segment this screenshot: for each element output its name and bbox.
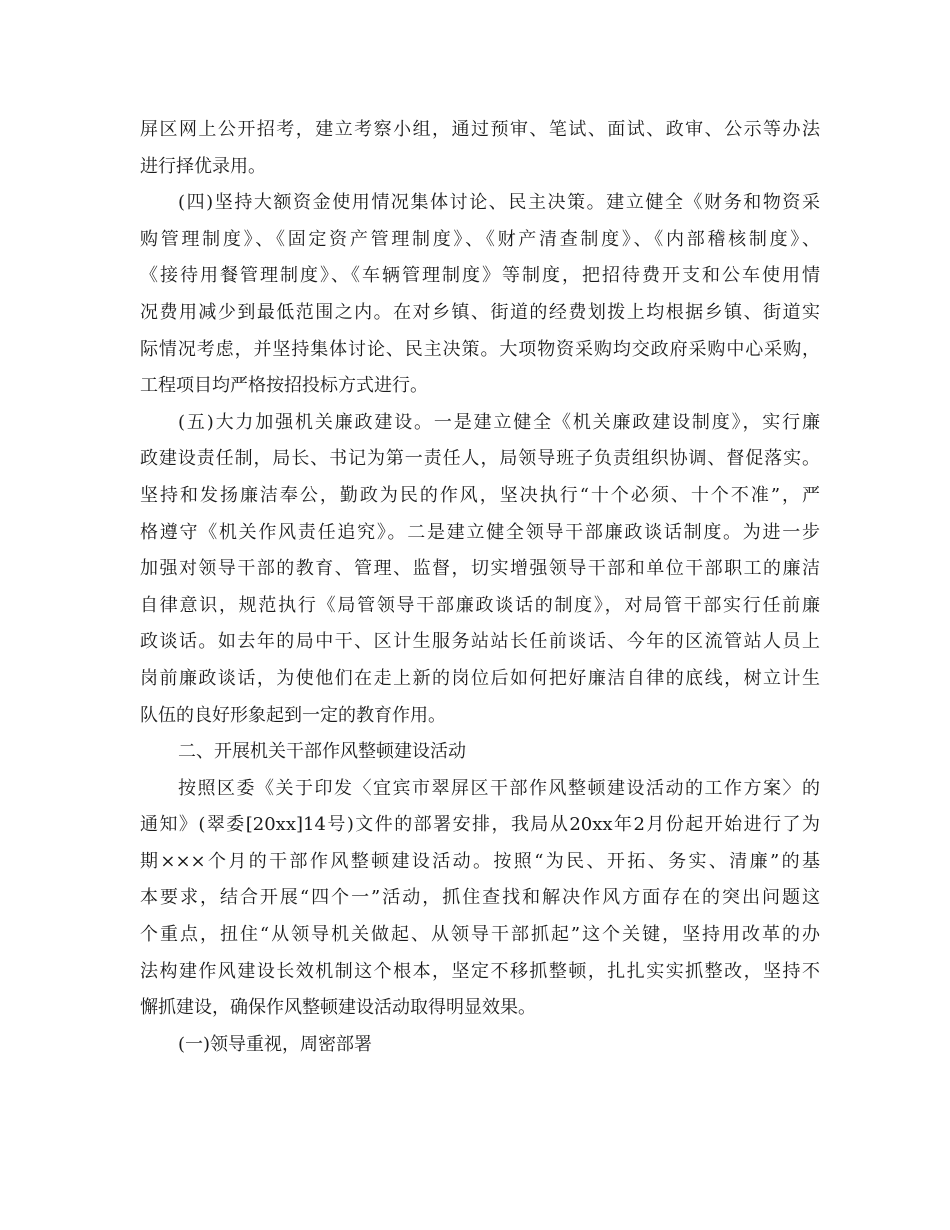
- text-line: 期×××个月的干部作风整顿建设活动。按照“为民、开拓、务实、清廉”的基: [140, 850, 820, 872]
- text-line: 加强对领导干部的教育、管理、监督，切实增强领导干部和单位干部职工的廉洁: [140, 558, 820, 580]
- text-line: 政建设责任制，局长、书记为第一责任人，局领导班子负责组织协调、督促落实。: [140, 448, 820, 470]
- text-line: 通知》(翠委[20xx]14号)文件的部署安排，我局从20xx年2月份起开始进行了为: [140, 814, 820, 836]
- text-line: 法构建作风建设长效机制这个根本，坚定不移抓整顿，扎扎实实抓整改，坚持不: [140, 960, 820, 982]
- text-line: 自律意识，规范执行《局管领导干部廉政谈话的制度》，对局管干部实行任前廉: [140, 594, 820, 616]
- text-line: 队伍的良好形象起到一定的教育作用。: [140, 704, 446, 726]
- text-line: 况费用减少到最低范围之内。在对乡镇、街道的经费划拨上均根据乡镇、街道实: [140, 301, 820, 323]
- text-line: 岗前廉政谈话，为使他们在走上新的岗位后如何把好廉洁自律的底线，树立计生: [140, 667, 820, 689]
- text-line: 个重点，扭住“从领导机关做起、从领导干部抓起”这个关键，坚持用改革的办: [140, 924, 820, 946]
- text-line: 《接待用餐管理制度》、《车辆管理制度》等制度，把招待费开支和公车使用情: [140, 265, 820, 287]
- text-line: 进行择优录用。: [140, 155, 266, 177]
- text-line: 懈抓建设，确保作风整顿建设活动取得明显效果。: [140, 997, 536, 1019]
- text-line: 际情况考虑，并坚持集体讨论、民主决策。大项物资采购均交政府采购中心采购，: [140, 338, 820, 360]
- text-line: 格遵守《机关作风责任追究》。二是建立健全领导干部廉政谈话制度。为进一步: [140, 521, 820, 543]
- text-line: 坚持和发扬廉洁奉公，勤政为民的作风，坚决执行“十个必须、十个不准”，严: [140, 484, 820, 506]
- subsection-heading: (一)领导重视，周密部署: [178, 1033, 373, 1055]
- section-heading: 二、开展机关干部作风整顿建设活动: [178, 741, 466, 763]
- paragraph-first-line: 按照区委《关于印发〈宜宾市翠屏区干部作风整顿建设活动的工作方案〉的: [178, 777, 820, 799]
- text-line: 工程项目均严格按招投标方式进行。: [140, 375, 428, 397]
- text-line: 购管理制度》、《固定资产管理制度》、《财产清查制度》、《内部稽核制度》、: [140, 228, 820, 250]
- paragraph-heading-line: (五)大力加强机关廉政建设。一是建立健全《机关廉政建设制度》，实行廉: [178, 411, 820, 433]
- paragraph-heading-line: (四)坚持大额资金使用情况集体讨论、民主决策。建立健全《财务和物资采: [178, 192, 820, 214]
- text-line: 屏区网上公开招考，建立考察小组，通过预审、笔试、面试、政审、公示等办法: [140, 119, 820, 140]
- document-body: [140, 112, 820, 1063]
- text-line: 本要求，结合开展“四个一”活动，抓住查找和解决作风方面存在的突出问题这: [140, 887, 820, 909]
- text-line: 政谈话。如去年的局中干、区计生服务站站长任前谈话、今年的区流管站人员上: [140, 631, 820, 653]
